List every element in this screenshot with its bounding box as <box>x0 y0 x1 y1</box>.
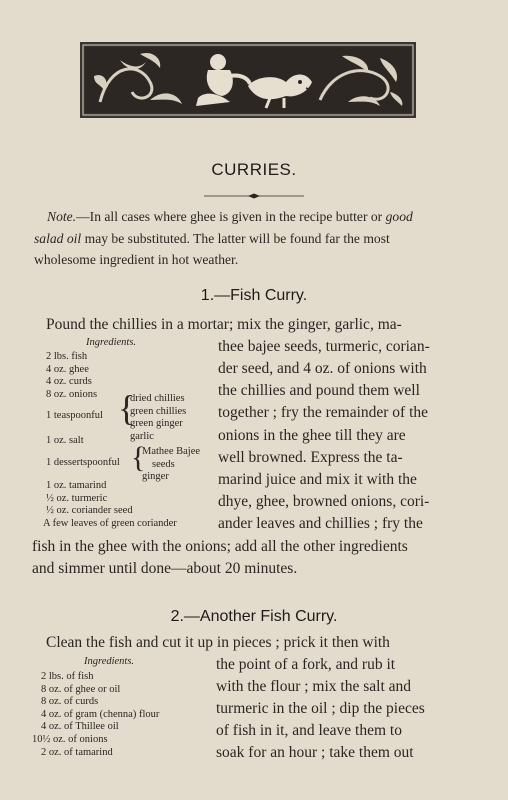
ingredient-item: green ginger <box>130 418 183 430</box>
ingredient-item: 2 oz. of tamarind <box>41 746 113 758</box>
ingredient-item: garlic <box>130 430 154 442</box>
ingredient-item: ½ oz. coriander seed <box>46 505 133 517</box>
recipe2-first-line: Clean the fish and cut it up in pieces ; prick it then with <box>46 634 390 651</box>
note-label: Note. <box>47 209 77 224</box>
ingredient-item: 8 oz. of ghee or oil <box>41 683 121 695</box>
ingredient-item: seeds <box>152 458 175 470</box>
ingredient-item: green chillies <box>130 405 187 417</box>
ingredient-item: 8 oz. onions <box>46 388 98 400</box>
section-heading: CURRIES. <box>211 160 297 179</box>
ingredient-item: Mathee Bajee <box>142 446 201 457</box>
heading-divider <box>204 193 304 199</box>
note-line2-italic: salad oil <box>34 230 82 246</box>
recipe1-side-line: together ; fry the remainder of the <box>218 404 429 421</box>
ingredient-item: 4 oz. of gram (chenna) flour <box>41 708 160 720</box>
recipe2-side-line: turmeric in the oil ; dip the pieces <box>216 700 425 717</box>
recipe1-full-line: fish in the ghee with the onions; add all the other ingredients <box>32 538 408 555</box>
brace-symbol: { <box>118 388 136 428</box>
ingredient-item: 4 oz. ghee <box>46 363 89 375</box>
recipe1-first-line: Pound the chillies in a mortar; mix the ginger, garlic, ma- <box>46 316 402 333</box>
teaspoonful-group <box>130 393 186 443</box>
dessertspoonful-group <box>142 446 200 484</box>
recipe1-side-line: dhye, ghee, browned onions, cori- <box>218 493 430 510</box>
recipe1-side-line: onions in the ghee till they are <box>218 427 406 444</box>
recipe1-title: 1.—Fish Curry. <box>200 287 308 304</box>
recipe1-ingredients-list <box>46 351 97 401</box>
recipe1-side-line: well browned. Express the ta- <box>218 449 403 466</box>
teaspoonful-label: 1 teaspoonful <box>46 410 103 421</box>
ingredient-item: 4 oz. of Thillee oil <box>41 721 119 733</box>
recipe1-ingredients-tail <box>43 480 177 530</box>
recipe2-ingredients-title: Ingredients. <box>84 656 135 667</box>
recipe1-side-line: thee bajee seeds, turmeric, corian- <box>218 338 430 355</box>
ingredient-item: 8 oz. of curds <box>41 696 99 708</box>
ingredient-item: ginger <box>142 471 169 483</box>
recipe2-ingredients-list <box>32 671 160 759</box>
recipe2-side-line: with the flour ; mix the salt and <box>216 678 412 695</box>
recipe1-side-line: marind juice and mix it with the <box>218 471 417 488</box>
recipe2-title: 2.—Another Fish Curry. <box>170 608 338 625</box>
ingredient-item: 2 lbs. fish <box>46 351 88 362</box>
ingredient-item: 10½ oz. of onions <box>32 733 108 745</box>
recipe1-side-line: ander leaves and chillies ; fry the <box>218 515 423 532</box>
note-line1: —In all cases where ghee is given in the recipe butter or <box>76 209 386 224</box>
ingredient-item: ½ oz. turmeric <box>46 492 108 504</box>
ingredient-item: 4 oz. curds <box>46 376 92 388</box>
recipe1-side-line: der seed, and 4 oz. of onions with <box>218 360 427 377</box>
ingredient-item: 1 oz. salt <box>46 435 84 446</box>
ingredient-item: 1 oz. tamarind <box>46 480 107 491</box>
recipe2-side-line: the point of a fork, and rub it <box>216 656 396 673</box>
recipe1-ingredients-title: Ingredients. <box>86 337 137 348</box>
dessertspoonful-label: 1 dessertspoonful <box>46 457 120 468</box>
brace-symbol: { <box>131 441 146 474</box>
ornament-banner-image <box>80 42 416 118</box>
note-line3: wholesome ingredient in hot weather. <box>34 252 239 267</box>
ingredient-item: A few leaves of green coriander <box>43 517 177 529</box>
note-line1-italic: good <box>385 209 413 224</box>
recipe1-full-line: and simmer until done—about 20 minutes. <box>32 560 298 577</box>
ingredient-item: dried chillies <box>130 393 185 404</box>
recipe2-side-line: soak for an hour ; take them out <box>216 744 414 761</box>
recipe1-side-line: the chillies and pound them well <box>218 382 420 399</box>
note-line2: may be substituted. The latter will be found far the most <box>81 230 390 246</box>
ingredient-item: 2 lbs. of fish <box>41 671 94 682</box>
substitution-note <box>34 206 479 271</box>
recipe2-side-line: of fish in it, and leave them to <box>216 722 402 739</box>
